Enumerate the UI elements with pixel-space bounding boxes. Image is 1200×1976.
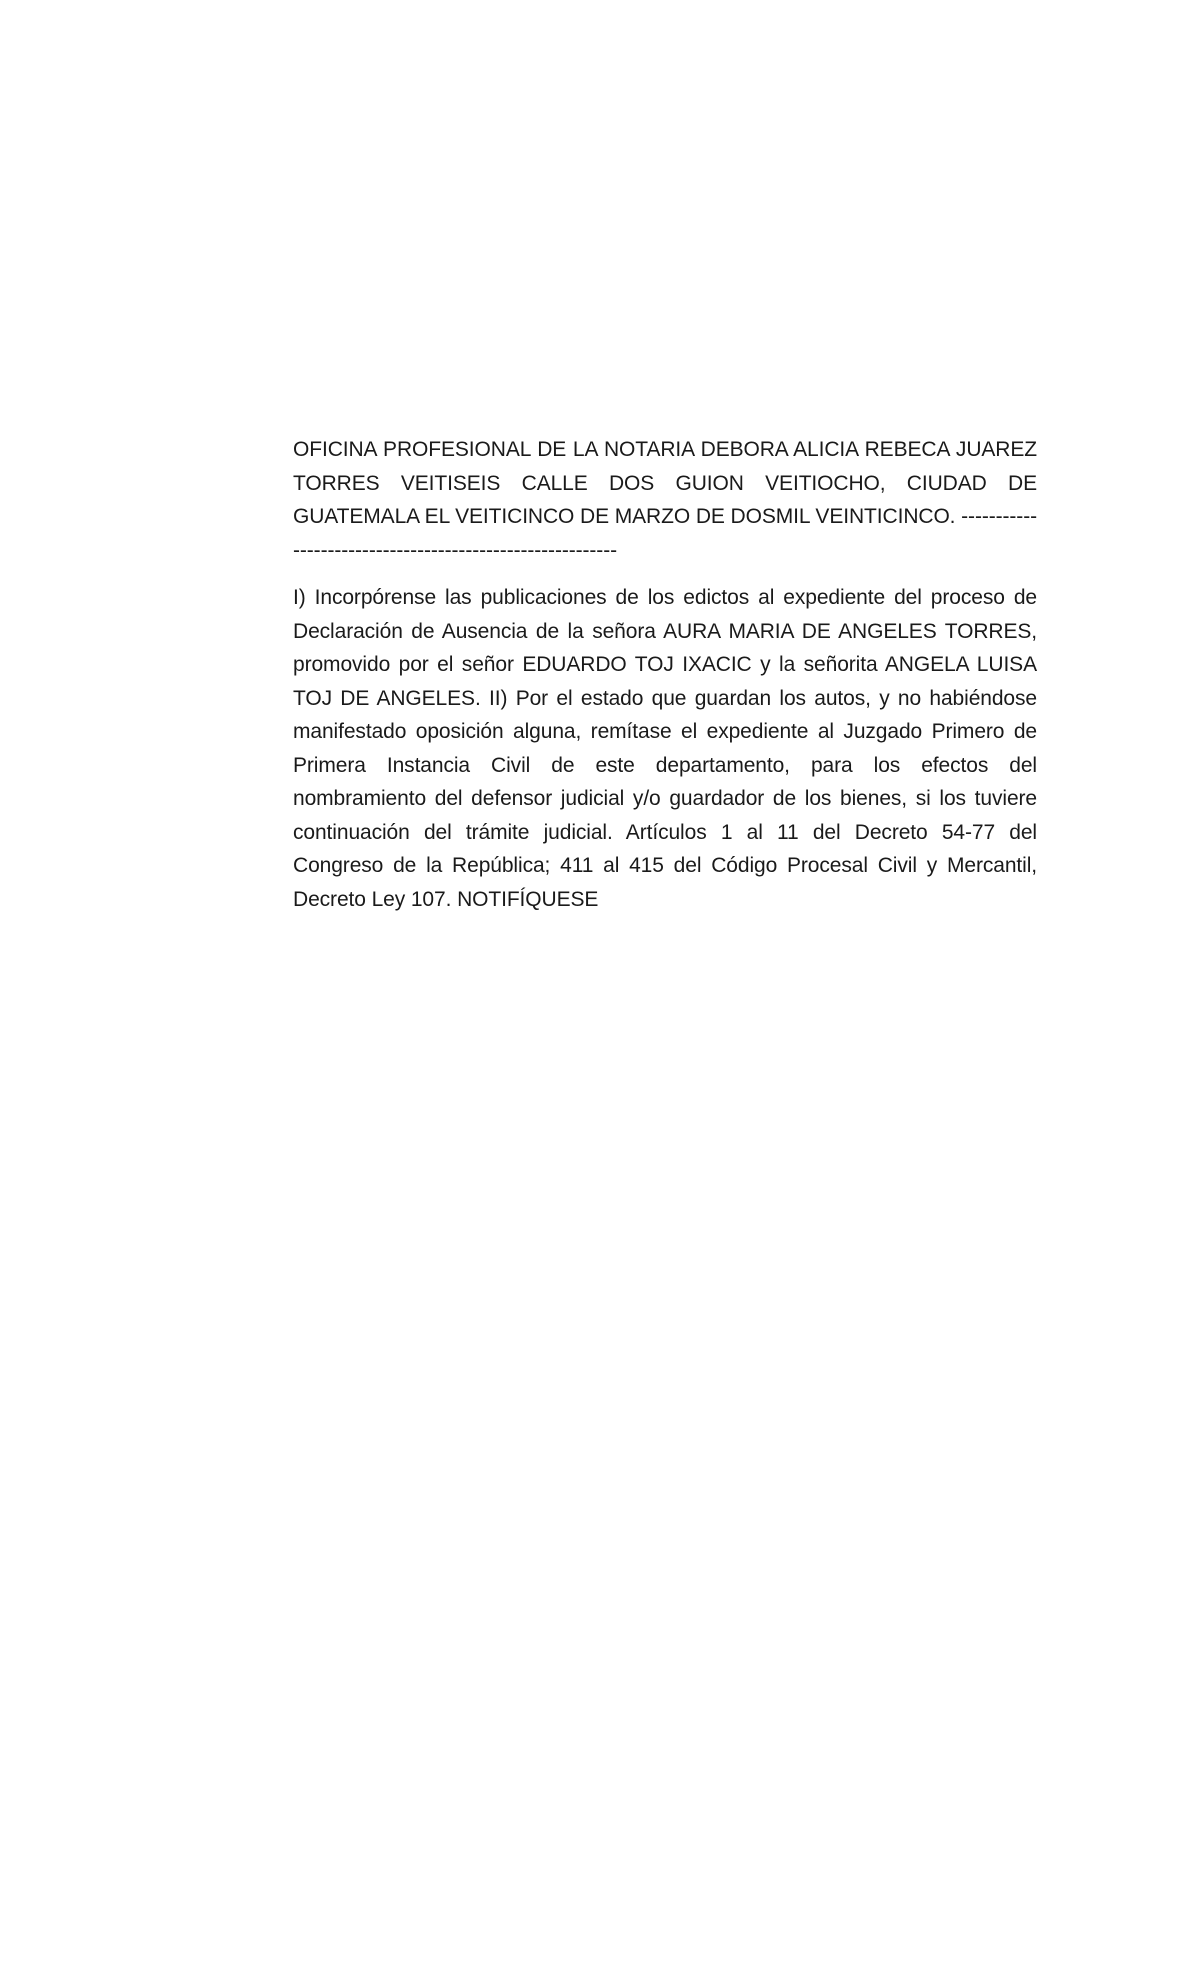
document-heading-paragraph: OFICINA PROFESIONAL DE LA NOTARIA DEBORA ALICIA REBECA JUAREZ TORRES VEITISEIS CALLE DOS GUION VEITIOCHO, CIUDAD DE GUATEMALA EL VEITICINCO DE MARZO DE DOSMIL VEINTICINCO. ----------------------------------------------------------: [293, 438, 1037, 562]
document-body-paragraph: I) Incorpórense las publicaciones de los edictos al expediente del proceso de Declaración de Ausencia de la señora AURA MARIA DE ANGELES TORRES, promovido por el señor EDUARDO TOJ IXACIC y la señorita ANGELA LUISA TOJ DE ANGELES. II) Por el estado que guardan los autos, y no habiéndose manifestado oposición alguna, remítase el expediente al Juzgado Primero de Primera Instancia Civil de este departamento, para los efectos del nombramiento del defensor judicial y/o guardador de los bienes, si los tuviere continuación del trámite judicial. Artículos 1 al 11 del Decreto 54-77 del Congreso de la República; 411 al 415 del Código Procesal Civil y Mercantil, Decreto Ley 107. NOTIFÍQUESE: [293, 586, 1037, 911]
